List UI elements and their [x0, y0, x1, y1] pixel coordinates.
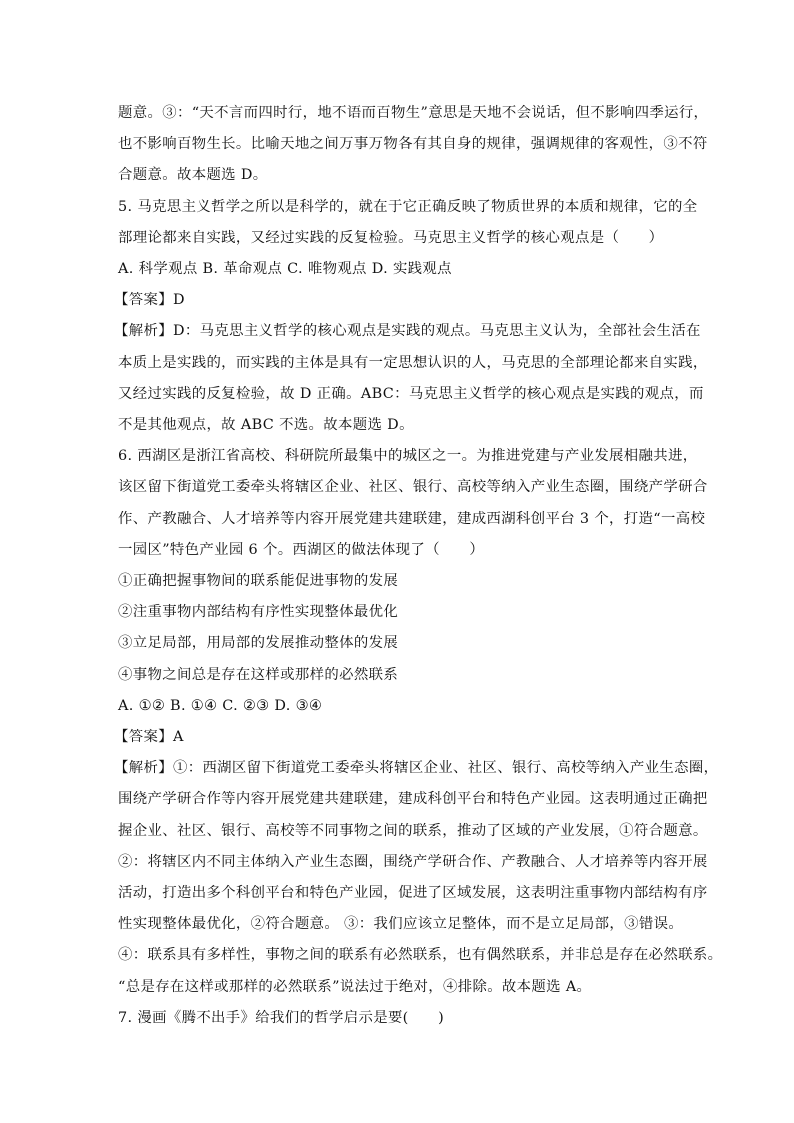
question-5-answer: 【答案】D — [114, 292, 185, 309]
question-6-answer: 【答案】A — [114, 729, 184, 746]
text-line: 合题意。故本题选 D。 — [118, 167, 268, 184]
question-7-stem: 7. 漫画《腾不出手》给我们的哲学启示是要( ) — [118, 1009, 445, 1026]
text-line: 题意。③：“天不言而四时行，地不语而百物生”意思是天地不会说话，但不影响四季运行， — [118, 105, 709, 121]
question-5-options: A. 科学观点 B. 革命观点 C. 唯物观点 D. 实践观点 — [118, 261, 452, 278]
question-6-analysis: 活动，打造出多个科创平台和特色产业园，促进了区域发展，这表明注重事物内部结构有序 — [118, 885, 708, 902]
question-5-analysis: 不是其他观点，故 ABC 不选。故本题选 D。 — [118, 417, 414, 434]
question-6-analysis: 围绕产学研合作等内容开展党建共建联建，建成科创平台和特色产业园。这表明通过正确把 — [118, 791, 708, 808]
question-6-stem: 6. 西湖区是浙江省高校、科研院所最集中的城区之一。为推进党建与产业发展相融共进， — [118, 448, 698, 465]
question-6-analysis: ②：将辖区内不同主体纳入产业生态圈，围绕产学研合作、产教融合、人才培养等内容开展 — [118, 853, 708, 870]
question-5-analysis: 又经过实践的反复检验，故 D 正确。ABC：马克思主义哲学的核心观点是实践的观点，而 — [118, 385, 704, 402]
question-5-analysis: 【解析】D：马克思主义哲学的核心观点是实践的观点。马克思主义认为，全部社会生活在 — [114, 323, 701, 340]
question-6-statement: ③立足局部，用局部的发展推动整体的发展 — [118, 635, 399, 652]
question-5-analysis: 本质上是实践的，而实践的主体是具有一定思想认识的人，马克思的全部理论都来自实践， — [118, 354, 708, 371]
question-6-analysis: 性实现整体最优化，②符合题意。 ③：我们应该立足整体，而不是立足局部，③错误。 — [118, 916, 684, 933]
question-6-stem: 一园区”特色产业园 6 个。西湖区的做法体现了（ ） — [118, 541, 485, 558]
question-6-analysis: ④：联系具有多样性，事物之间的联系有必然联系，也有偶然联系，并非总是存在必然联系。 — [118, 947, 723, 964]
document-page — [114, 98, 723, 1034]
text-line: 也不影响百物生长。比喻天地之间万事万物各有其自身的规律，强调规律的客观性，③不符 — [118, 136, 708, 153]
question-6-statement: ④事物之间总是存在这样或那样的必然联系 — [118, 666, 399, 683]
question-6-analysis: 握企业、社区、银行、高校等不同事物之间的联系，推动了区域的产业发展，①符合题意。 — [118, 822, 708, 839]
question-6-analysis: 【解析】①：西湖区留下街道党工委牵头将辖区企业、社区、银行、高校等纳入产业生态圈， — [114, 760, 719, 777]
question-6-options: A. ①② B. ①④ C. ②③ D. ③④ — [118, 697, 323, 714]
question-6-statement: ②注重事物内部结构有序性实现整体最优化 — [118, 604, 399, 621]
question-5-stem: 5. 马克思主义哲学之所以是科学的，就在于它正确反映了物质世界的本质和规律，它的全 — [118, 198, 698, 215]
question-6-stem: 该区留下街道党工委牵头将辖区企业、社区、银行、高校等纳入产业生态圈，围绕产学研合 — [118, 479, 708, 496]
question-6-stem: 作、产教融合、人才培养等内容开展党建共建联建，建成西湖科创平台 3 个，打造“一高校 — [118, 510, 706, 527]
question-6-analysis: “总是存在这样或那样的必然联系”说法过于绝对，④排除。故本题选 A。 — [118, 978, 592, 995]
question-5-stem: 部理论都来自实践，又经过实践的反复检验。马克思主义哲学的核心观点是（ ） — [118, 229, 664, 246]
question-6-statement: ①正确把握事物间的联系能促进事物的发展 — [118, 573, 399, 590]
